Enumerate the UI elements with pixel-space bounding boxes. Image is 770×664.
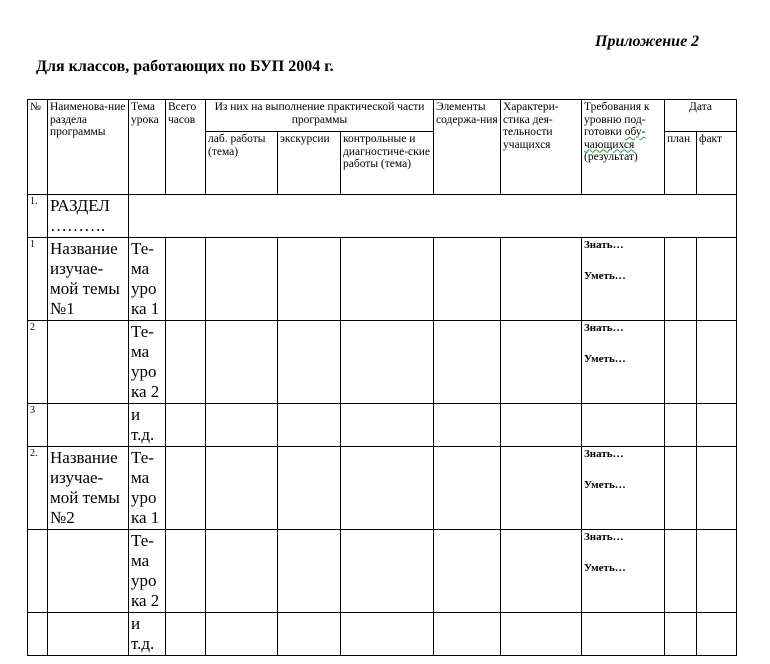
table-row — [28, 530, 737, 613]
row-num: 1 — [28, 238, 48, 321]
header-plan: план — [665, 132, 697, 195]
header-section-name: Наименова-ние раздела программы — [48, 100, 129, 195]
header-lesson-topic: Тема урока — [129, 100, 166, 195]
section-row — [28, 195, 737, 238]
row-num: 3 — [28, 404, 48, 447]
header-excursions: экскурсии — [278, 132, 341, 195]
row-requirements: Знать… Уметь… — [582, 447, 665, 530]
curriculum-table — [27, 99, 737, 656]
row-requirements: Знать… Уметь… — [582, 238, 665, 321]
row-num — [28, 530, 48, 613]
row-theme-name — [48, 321, 129, 404]
row-theme-name — [48, 613, 129, 656]
row-num: 2 — [28, 321, 48, 404]
table-row — [28, 613, 737, 656]
table-row — [28, 321, 737, 404]
row-requirements — [582, 613, 665, 656]
row-num: 2. — [28, 447, 48, 530]
header-control-works: контрольные и диагностиче-ские работы (тема) — [341, 132, 434, 195]
header-num: № — [28, 100, 48, 195]
section-label: РАЗДЕЛ ………. — [48, 195, 129, 238]
header-content-elements: Элементы содержа-ния — [434, 100, 501, 195]
header-requirements — [582, 100, 665, 195]
row-theme-name — [48, 404, 129, 447]
requirements-text: Требования к уровню под-готовки — [584, 101, 650, 138]
row-theme-name: Название изучае-мой темы №2 — [48, 447, 129, 530]
row-lesson-topic: и т.д. — [129, 404, 166, 447]
row-lesson-topic: Те-ма уро ка 1 — [129, 238, 166, 321]
row-requirements: Знать… Уметь… — [582, 321, 665, 404]
row-num — [28, 613, 48, 656]
appendix-label: Приложение 2 — [595, 33, 700, 50]
row-lesson-topic: Те-ма уро ка 2 — [129, 321, 166, 404]
row-requirements: Знать… Уметь… — [582, 530, 665, 613]
header-date: Дата — [665, 100, 737, 132]
header-total-hours: Всего часов — [166, 100, 206, 195]
requirements-text-marked: обу-чающихся — [584, 126, 646, 151]
row-lesson-topic: Те-ма уро ка 1 — [129, 447, 166, 530]
header-lab-works: лаб. работы (тема) — [206, 132, 278, 195]
header-practical-group: Из них на выполнение практической части программы — [206, 100, 434, 132]
table-row — [28, 238, 737, 321]
row-theme-name — [48, 530, 129, 613]
table-row — [28, 447, 737, 530]
row-lesson-topic: и т.д. — [129, 613, 166, 656]
section-empty-cell — [129, 195, 737, 238]
row-requirements — [582, 404, 665, 447]
header-fact: факт — [697, 132, 737, 195]
document-heading: Для классов, работающих по БУП 2004 г. — [36, 58, 334, 75]
table-row — [28, 404, 737, 447]
header-activity: Характери-стика дея-тельности учащихся — [501, 100, 582, 195]
requirements-text-end: (результат) — [584, 151, 638, 163]
row-theme-name: Название изучае-мой темы №1 — [48, 238, 129, 321]
section-num: 1. — [28, 195, 48, 238]
row-lesson-topic: Те-ма уро ка 2 — [129, 530, 166, 613]
